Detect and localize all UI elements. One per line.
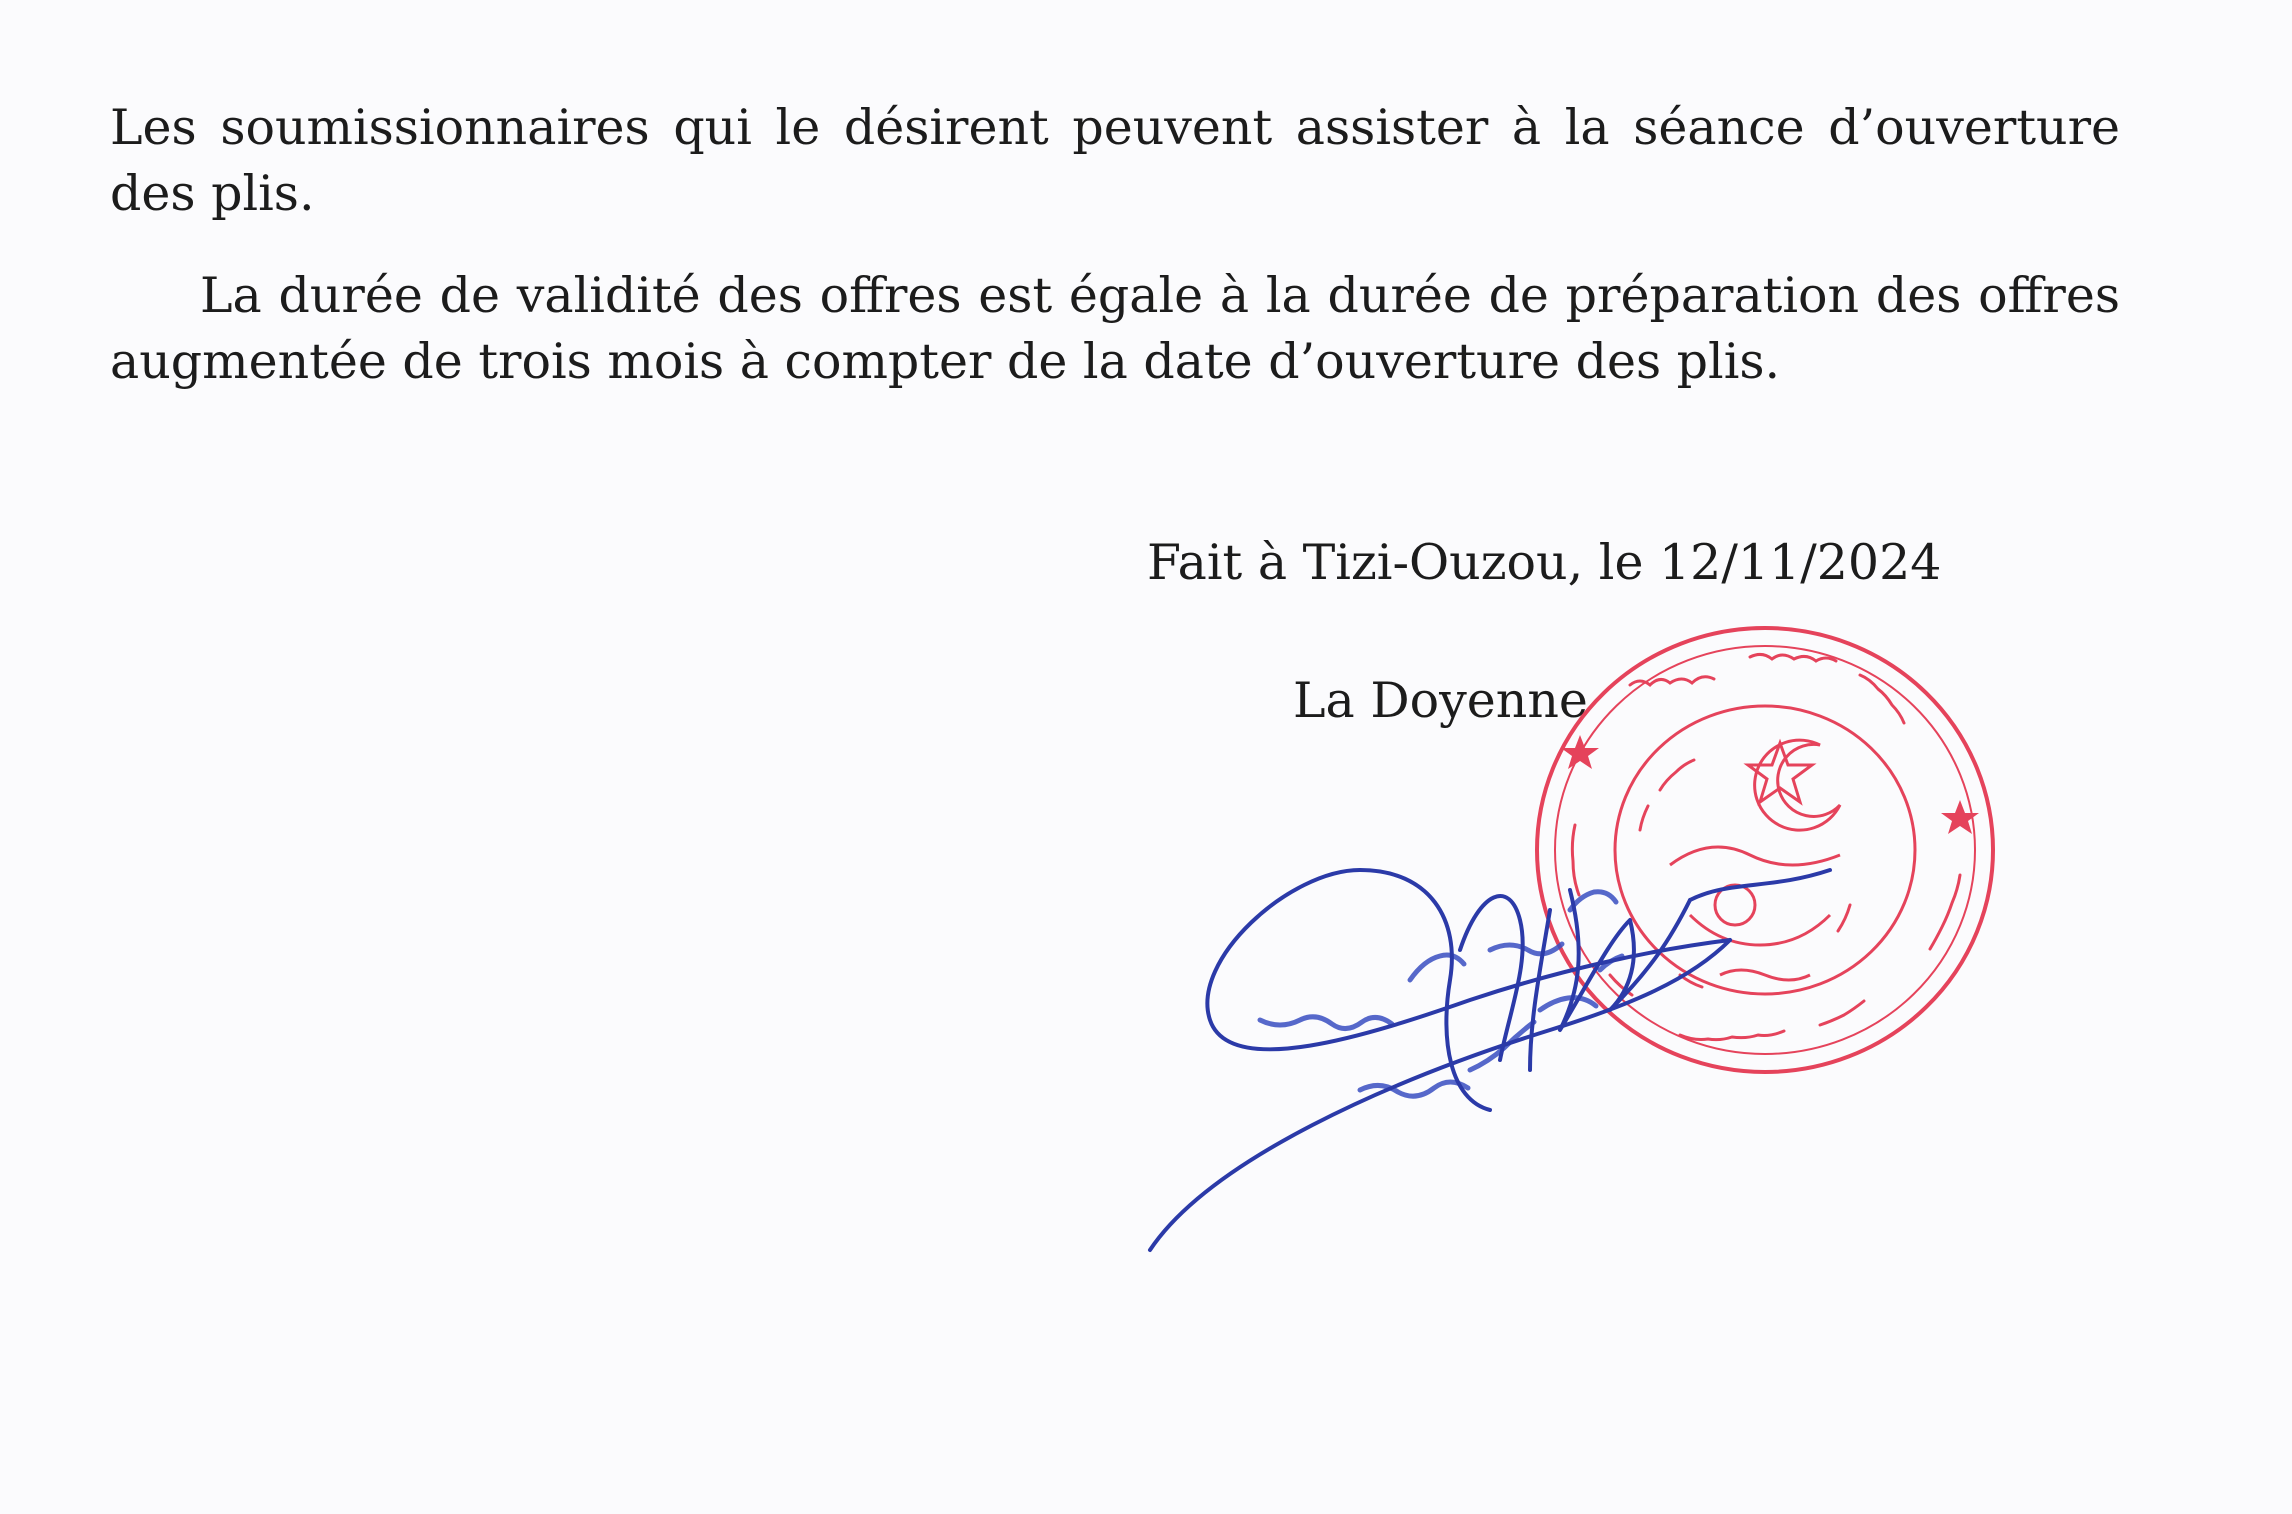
paragraph-bidders-attendance: Les soumissionnaires qui le désirent peuvent assister à la séance d’ouverture des plis. [110,99,2120,222]
handwritten-signature-icon [1130,830,1890,1260]
place-and-date: Fait à Tizi-Ouzou, le 12/11/2024 [1147,534,1942,591]
paragraph-offer-validity: La durée de validité des offres est égale à la durée de préparation des offres augmentée de trois mois à compter de la date d’ouverture des plis. [110,267,2120,390]
signatory-title: La Doyenne [1293,672,1588,729]
